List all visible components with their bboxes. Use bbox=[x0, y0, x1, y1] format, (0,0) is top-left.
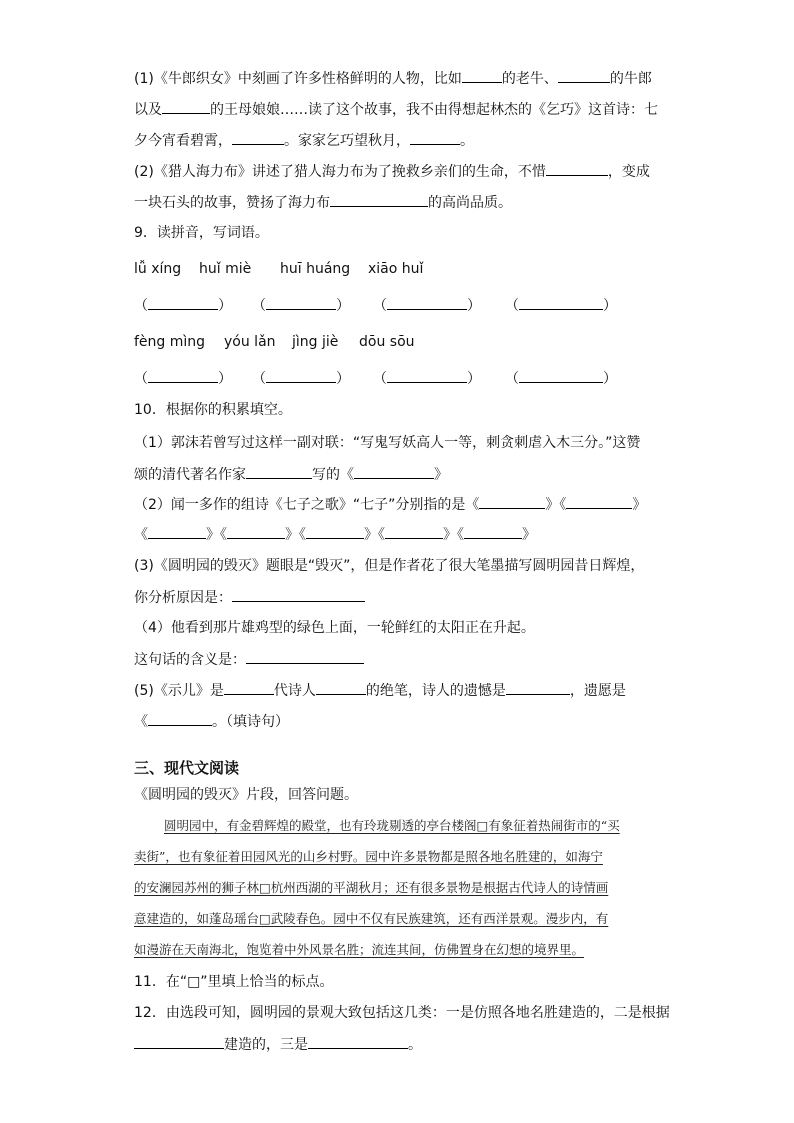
answer-blank[interactable]: （ ） bbox=[373, 368, 481, 389]
pinyin: huǐ miè bbox=[199, 261, 252, 277]
blank[interactable] bbox=[227, 524, 285, 539]
q10-2-line1: （2）闻一多作的组诗《七子之歌》“七子”分别指的是《 》《 》 bbox=[134, 494, 646, 515]
answer-blank[interactable]: （ ） bbox=[505, 295, 617, 316]
blank[interactable] bbox=[148, 524, 206, 539]
passage-line: 意建造的，如蓬岛瑶台□武陵春色。园中不仅有民族建筑，还有西洋景观。漫步内，有 bbox=[134, 911, 609, 926]
blank[interactable] bbox=[246, 649, 364, 664]
q10-1-line1: （1）郭沫若曾写过这样一副对联：“写鬼写妖高人一等，刺贪刺虐入木三分。”这赞 bbox=[134, 435, 641, 451]
passage-line: 的安澜园苏州的狮子林□杭州西湖的平湖秋月；还有很多景物是根据古代诗人的诗情画 bbox=[134, 880, 609, 895]
q10-5-line1: (5)《示儿》是 代诗人 的绝笔，诗人的遗憾是 ，遗愿是 bbox=[134, 680, 626, 701]
passage-line: 如漫游在天南海北，饱览着中外风景名胜；流连其间，仿佛置身在幻想的境界里。 bbox=[134, 942, 585, 957]
blank[interactable] bbox=[316, 680, 366, 695]
blank[interactable] bbox=[148, 711, 212, 726]
q10-1-line2: 颂的清代著名作家 写的《 》 bbox=[134, 464, 448, 485]
q8-2-line1: (2)《猎人海力布》讲述了猎人海力布为了挽救乡亲们的生命，不惜 ，变成 bbox=[134, 161, 650, 182]
q8-1-line3: 夕今宵看碧霄， 。家家乞巧望秋月， 。 bbox=[134, 130, 474, 151]
q12-line2: 建造的，三是 。 bbox=[134, 1034, 422, 1055]
pinyin: lǚ xíng bbox=[134, 261, 182, 277]
q10-2-line2: 《 》《 》《 》《 》《 》 bbox=[134, 524, 536, 545]
blank[interactable] bbox=[354, 464, 434, 479]
q12-line1: 12．由选段可知，圆明园的景观大致包括这几类：一是仿照各地名胜建造的，二是根据 bbox=[134, 1005, 670, 1021]
blank[interactable] bbox=[162, 99, 210, 114]
blank[interactable] bbox=[306, 524, 364, 539]
pinyin: fèng mìng bbox=[134, 334, 206, 350]
blank[interactable] bbox=[330, 192, 428, 207]
blank[interactable] bbox=[464, 524, 522, 539]
answer-blank[interactable]: （ ） bbox=[134, 295, 232, 316]
blank[interactable] bbox=[308, 1034, 408, 1049]
q8-2-line2: 一块石头的故事，赞扬了海力布 的高尚品质。 bbox=[134, 192, 512, 213]
blank[interactable] bbox=[410, 130, 460, 145]
blank[interactable] bbox=[506, 680, 570, 695]
q10-5-line2: 《 。（填诗句） bbox=[134, 711, 289, 732]
q10-4-line2: 这句话的含义是： bbox=[134, 649, 364, 670]
pinyin: jìng jiè bbox=[292, 334, 339, 350]
blank[interactable] bbox=[546, 161, 608, 176]
answer-blank[interactable]: （ ） bbox=[252, 295, 350, 316]
section-title: 三、现代文阅读 bbox=[134, 759, 240, 777]
pinyin: huī huáng bbox=[280, 261, 351, 277]
blank[interactable] bbox=[462, 68, 502, 83]
answer-blank[interactable]: （ ） bbox=[373, 295, 481, 316]
q10-title: 10．根据你的积累填空。 bbox=[134, 402, 292, 418]
q8-1-line2: 以及 的王母娘娘……读了这个故事，我不由得想起林杰的《乞巧》这首诗：七 bbox=[134, 99, 658, 120]
pinyin: xiāo huǐ bbox=[368, 261, 424, 277]
q9-title: 9．读拼音，写词语。 bbox=[134, 225, 269, 241]
blank[interactable] bbox=[232, 130, 284, 145]
passage-line: 圆明园中，有金碧辉煌的殿堂，也有玲珑剔透的亭台楼阁□有象征着热闹街市的“买 bbox=[164, 818, 620, 833]
passage-line: 卖街”，也有象征着田园风光的山乡村野。园中许多景物都是照各地名胜建的，如海宁 bbox=[134, 849, 603, 864]
blank[interactable] bbox=[566, 494, 632, 509]
blank[interactable] bbox=[246, 464, 312, 479]
q8-1-line1: (1)《牛郎织女》中刻画了许多性格鲜明的人物，比如 的老牛、 的牛郎 bbox=[134, 68, 652, 89]
blank[interactable] bbox=[232, 587, 365, 602]
q10-3-line2: 你分析原因是： bbox=[134, 587, 365, 608]
answer-blank[interactable]: （ ） bbox=[134, 368, 232, 389]
blank[interactable] bbox=[385, 524, 443, 539]
pinyin: dōu sōu bbox=[359, 334, 415, 350]
section-intro: 《圆明园的毁灭》片段，回答问题。 bbox=[134, 787, 358, 803]
q11: 11．在“□”里填上恰当的标点。 bbox=[134, 974, 334, 990]
blank[interactable] bbox=[558, 68, 610, 83]
pinyin: yóu lǎn bbox=[224, 334, 276, 350]
answer-blank[interactable]: （ ） bbox=[252, 368, 350, 389]
blank[interactable] bbox=[134, 1034, 224, 1049]
q10-3-line1: (3)《圆明园的毁灭》题眼是“毁灭”，但是作者花了很大笔墨描写圆明园昔日辉煌， bbox=[134, 558, 645, 574]
answer-blank[interactable]: （ ） bbox=[505, 368, 617, 389]
q10-4-line1: （4）他看到那片雄鸡型的绿色上面，一轮鲜红的太阳正在升起。 bbox=[134, 620, 535, 636]
blank[interactable] bbox=[479, 494, 545, 509]
blank[interactable] bbox=[224, 680, 274, 695]
